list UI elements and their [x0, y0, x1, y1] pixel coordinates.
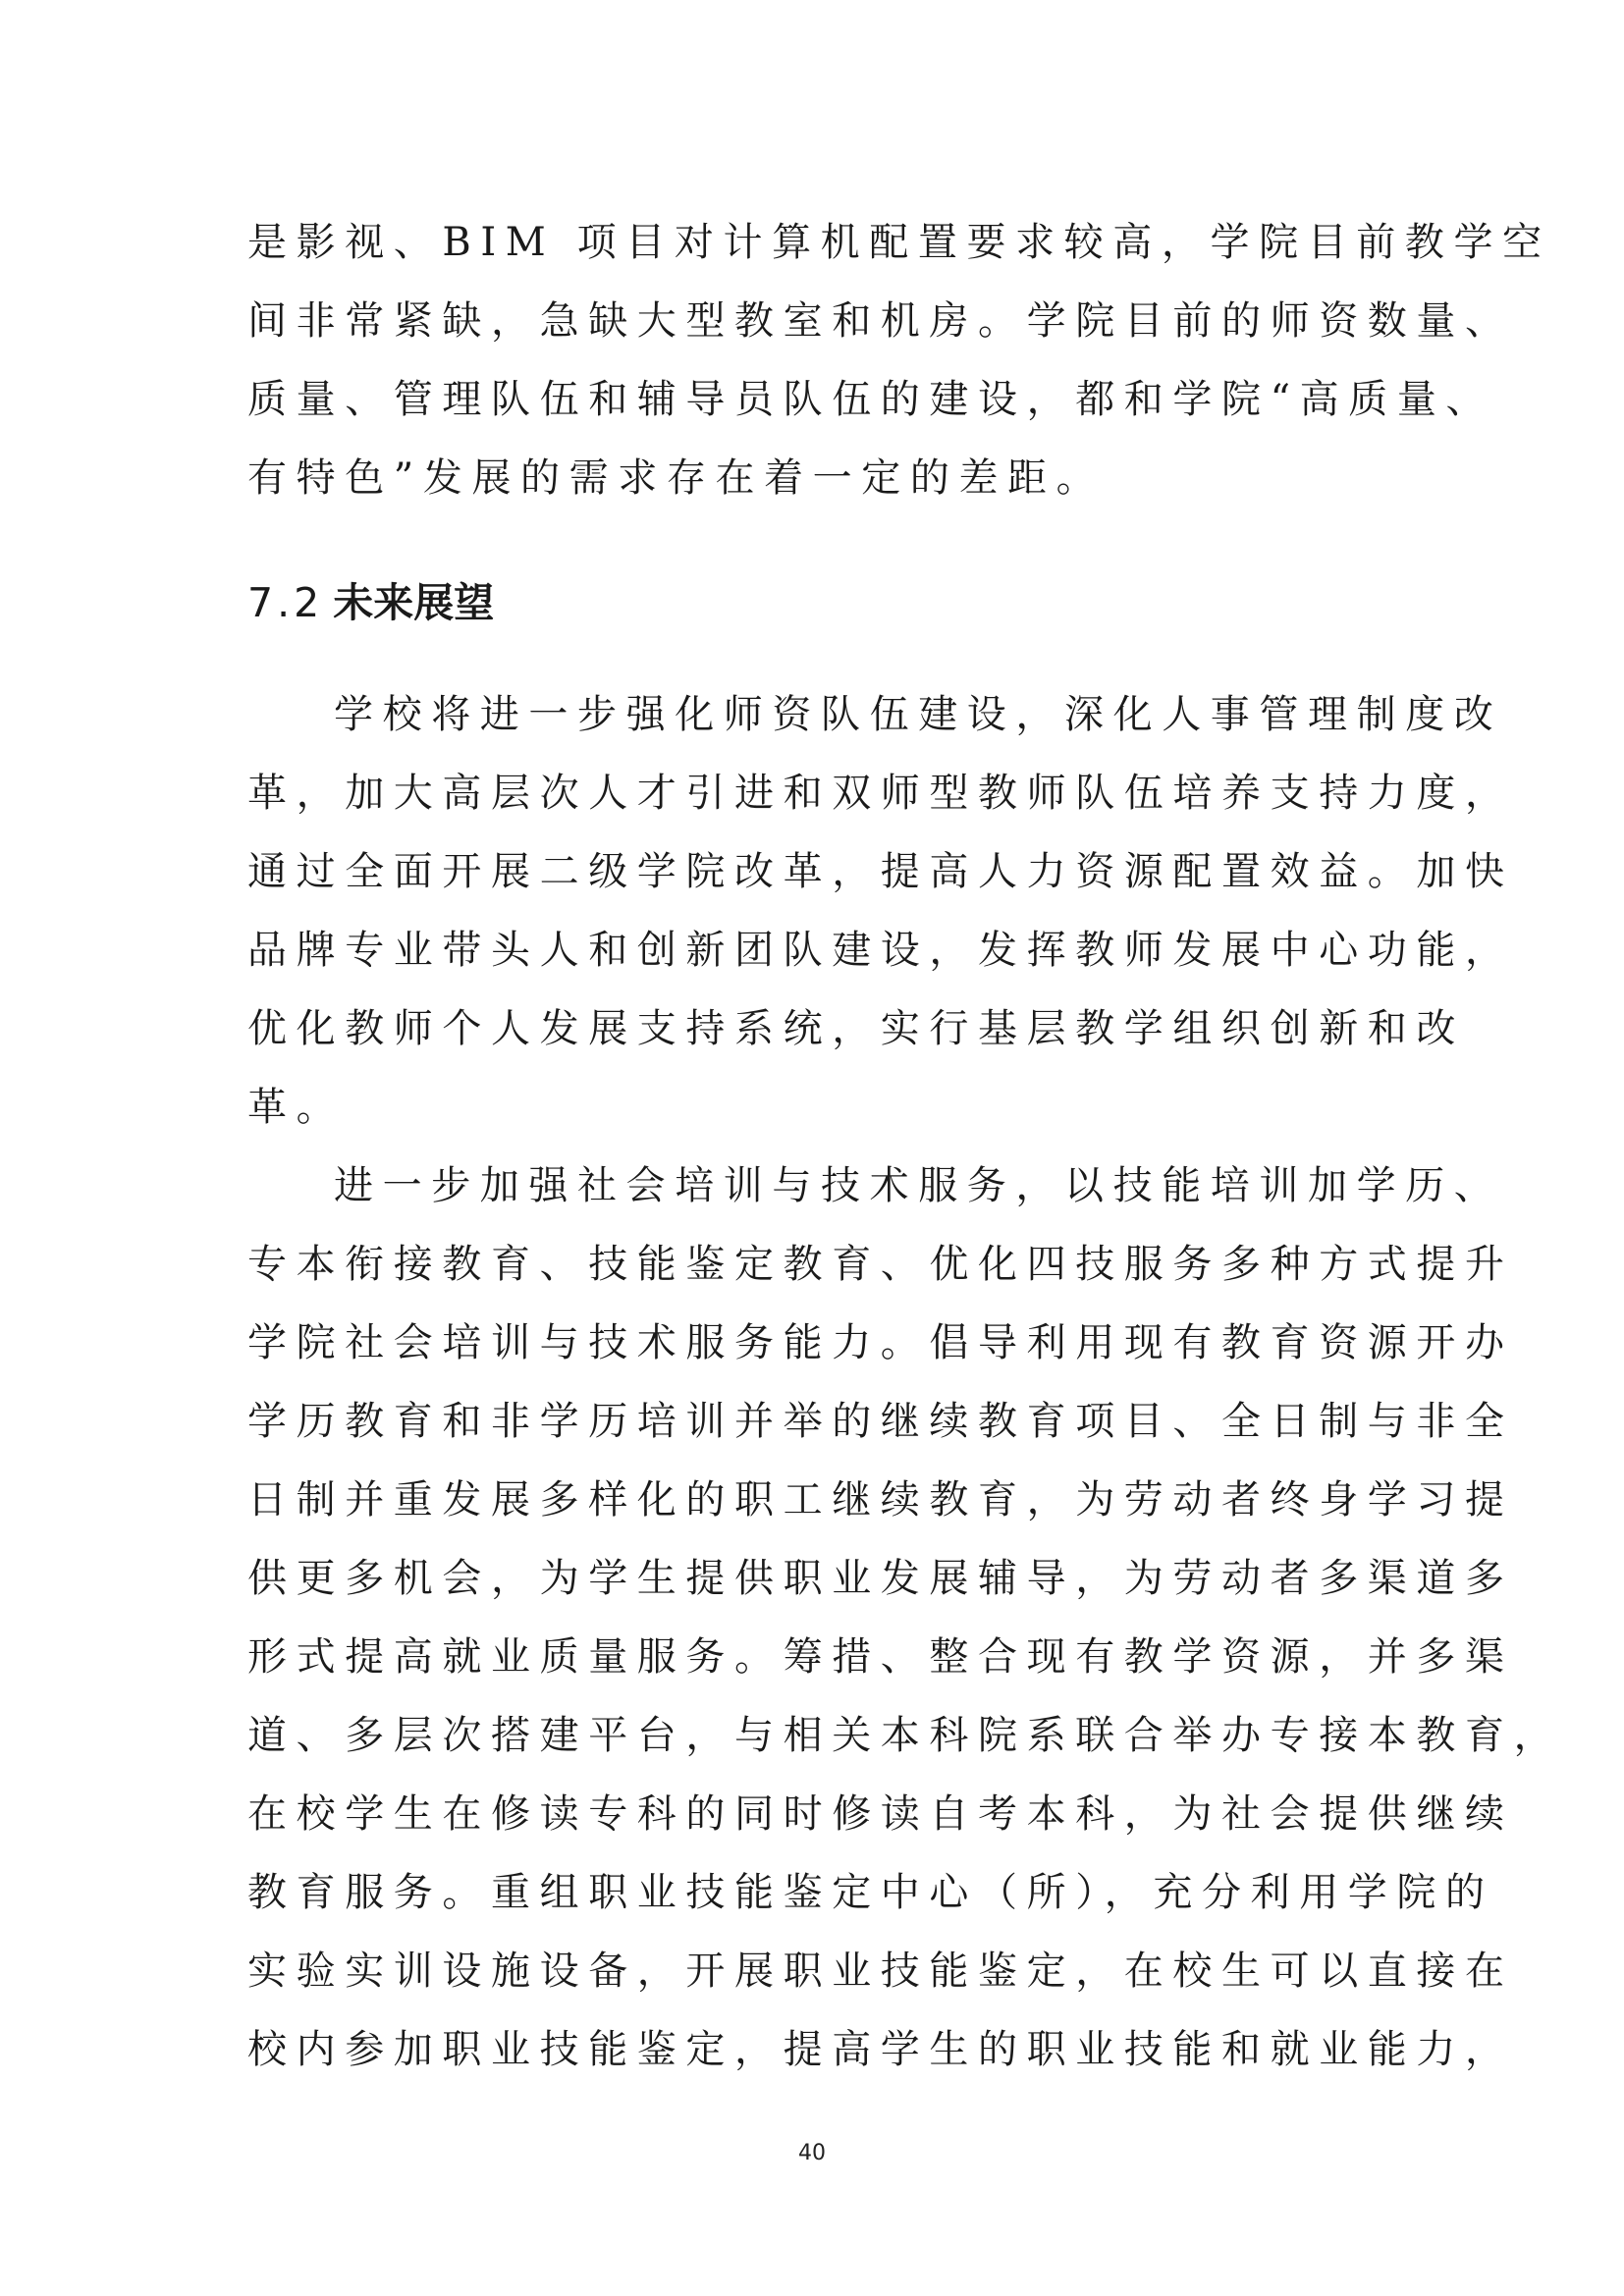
text-line: 间非常紧缺，急缺大型教室和机房。学院目前的师资数量、 [247, 298, 1514, 344]
text-line: 优化教师个人发展支持系统，实行基层教学组织创新和改 [247, 1006, 1465, 1051]
text-line: 是影视、BIM 项目对计算机配置要求较高，学院目前教学空 [247, 220, 1551, 265]
text-line: 专本衔接教育、技能鉴定教育、优化四技服务多种方式提升 [247, 1242, 1514, 1287]
text-line: 学校将进一步强化师资队伍建设，深化人事管理制度改 [334, 692, 1503, 737]
page-number: 40 [798, 2141, 826, 2165]
section-heading [247, 578, 494, 627]
text-line: 学院社会培训与技术服务能力。倡导利用现有教育资源开办 [247, 1320, 1514, 1365]
text-line: 教育服务。重组职业技能鉴定中心（所），充分利用学院的 [247, 1870, 1494, 1915]
text-line: 在校学生在修读专科的同时修读自考本科，为社会提供继续 [247, 1791, 1514, 1837]
text-line: 校内参加职业技能鉴定，提高学生的职业技能和就业能力， [247, 2027, 1514, 2072]
text-line: 通过全面开展二级学院改革，提高人力资源配置效益。加快 [247, 849, 1514, 894]
text-line: 有特色”发展的需求存在着一定的差距。 [247, 455, 1106, 501]
text-line: 品牌专业带头人和创新团队建设，发挥教师发展中心功能， [247, 928, 1514, 973]
text-line: 质量、管理队伍和辅导员队伍的建设，都和学院“高质量、 [247, 377, 1495, 422]
text-line: 学历教育和非学历培训并举的继续教育项目、全日制与非全 [247, 1399, 1514, 1444]
text-line: 日制并重发展多样化的职工继续教育，为劳动者终身学习提 [247, 1477, 1514, 1522]
text-line: 革。 [247, 1085, 346, 1130]
text-line: 进一步加强社会培训与技术服务，以技能培训加学历、 [334, 1163, 1503, 1208]
section-title: 未来展望 [333, 579, 495, 626]
text-line: 实验实训设施设备，开展职业技能鉴定，在校生可以直接在 [247, 1949, 1514, 1994]
text-line: 供更多机会，为学生提供职业发展辅导，为劳动者多渠道多 [247, 1556, 1514, 1601]
text-line: 道、多层次搭建平台，与相关本科院系联合举办专接本教育， [247, 1713, 1563, 1758]
text-line: 革，加大高层次人才引进和双师型教师队伍培养支持力度， [247, 771, 1514, 816]
section-number: 7.2 [247, 579, 324, 626]
text-line: 形式提高就业质量服务。筹措、整合现有教学资源，并多渠 [247, 1634, 1514, 1680]
